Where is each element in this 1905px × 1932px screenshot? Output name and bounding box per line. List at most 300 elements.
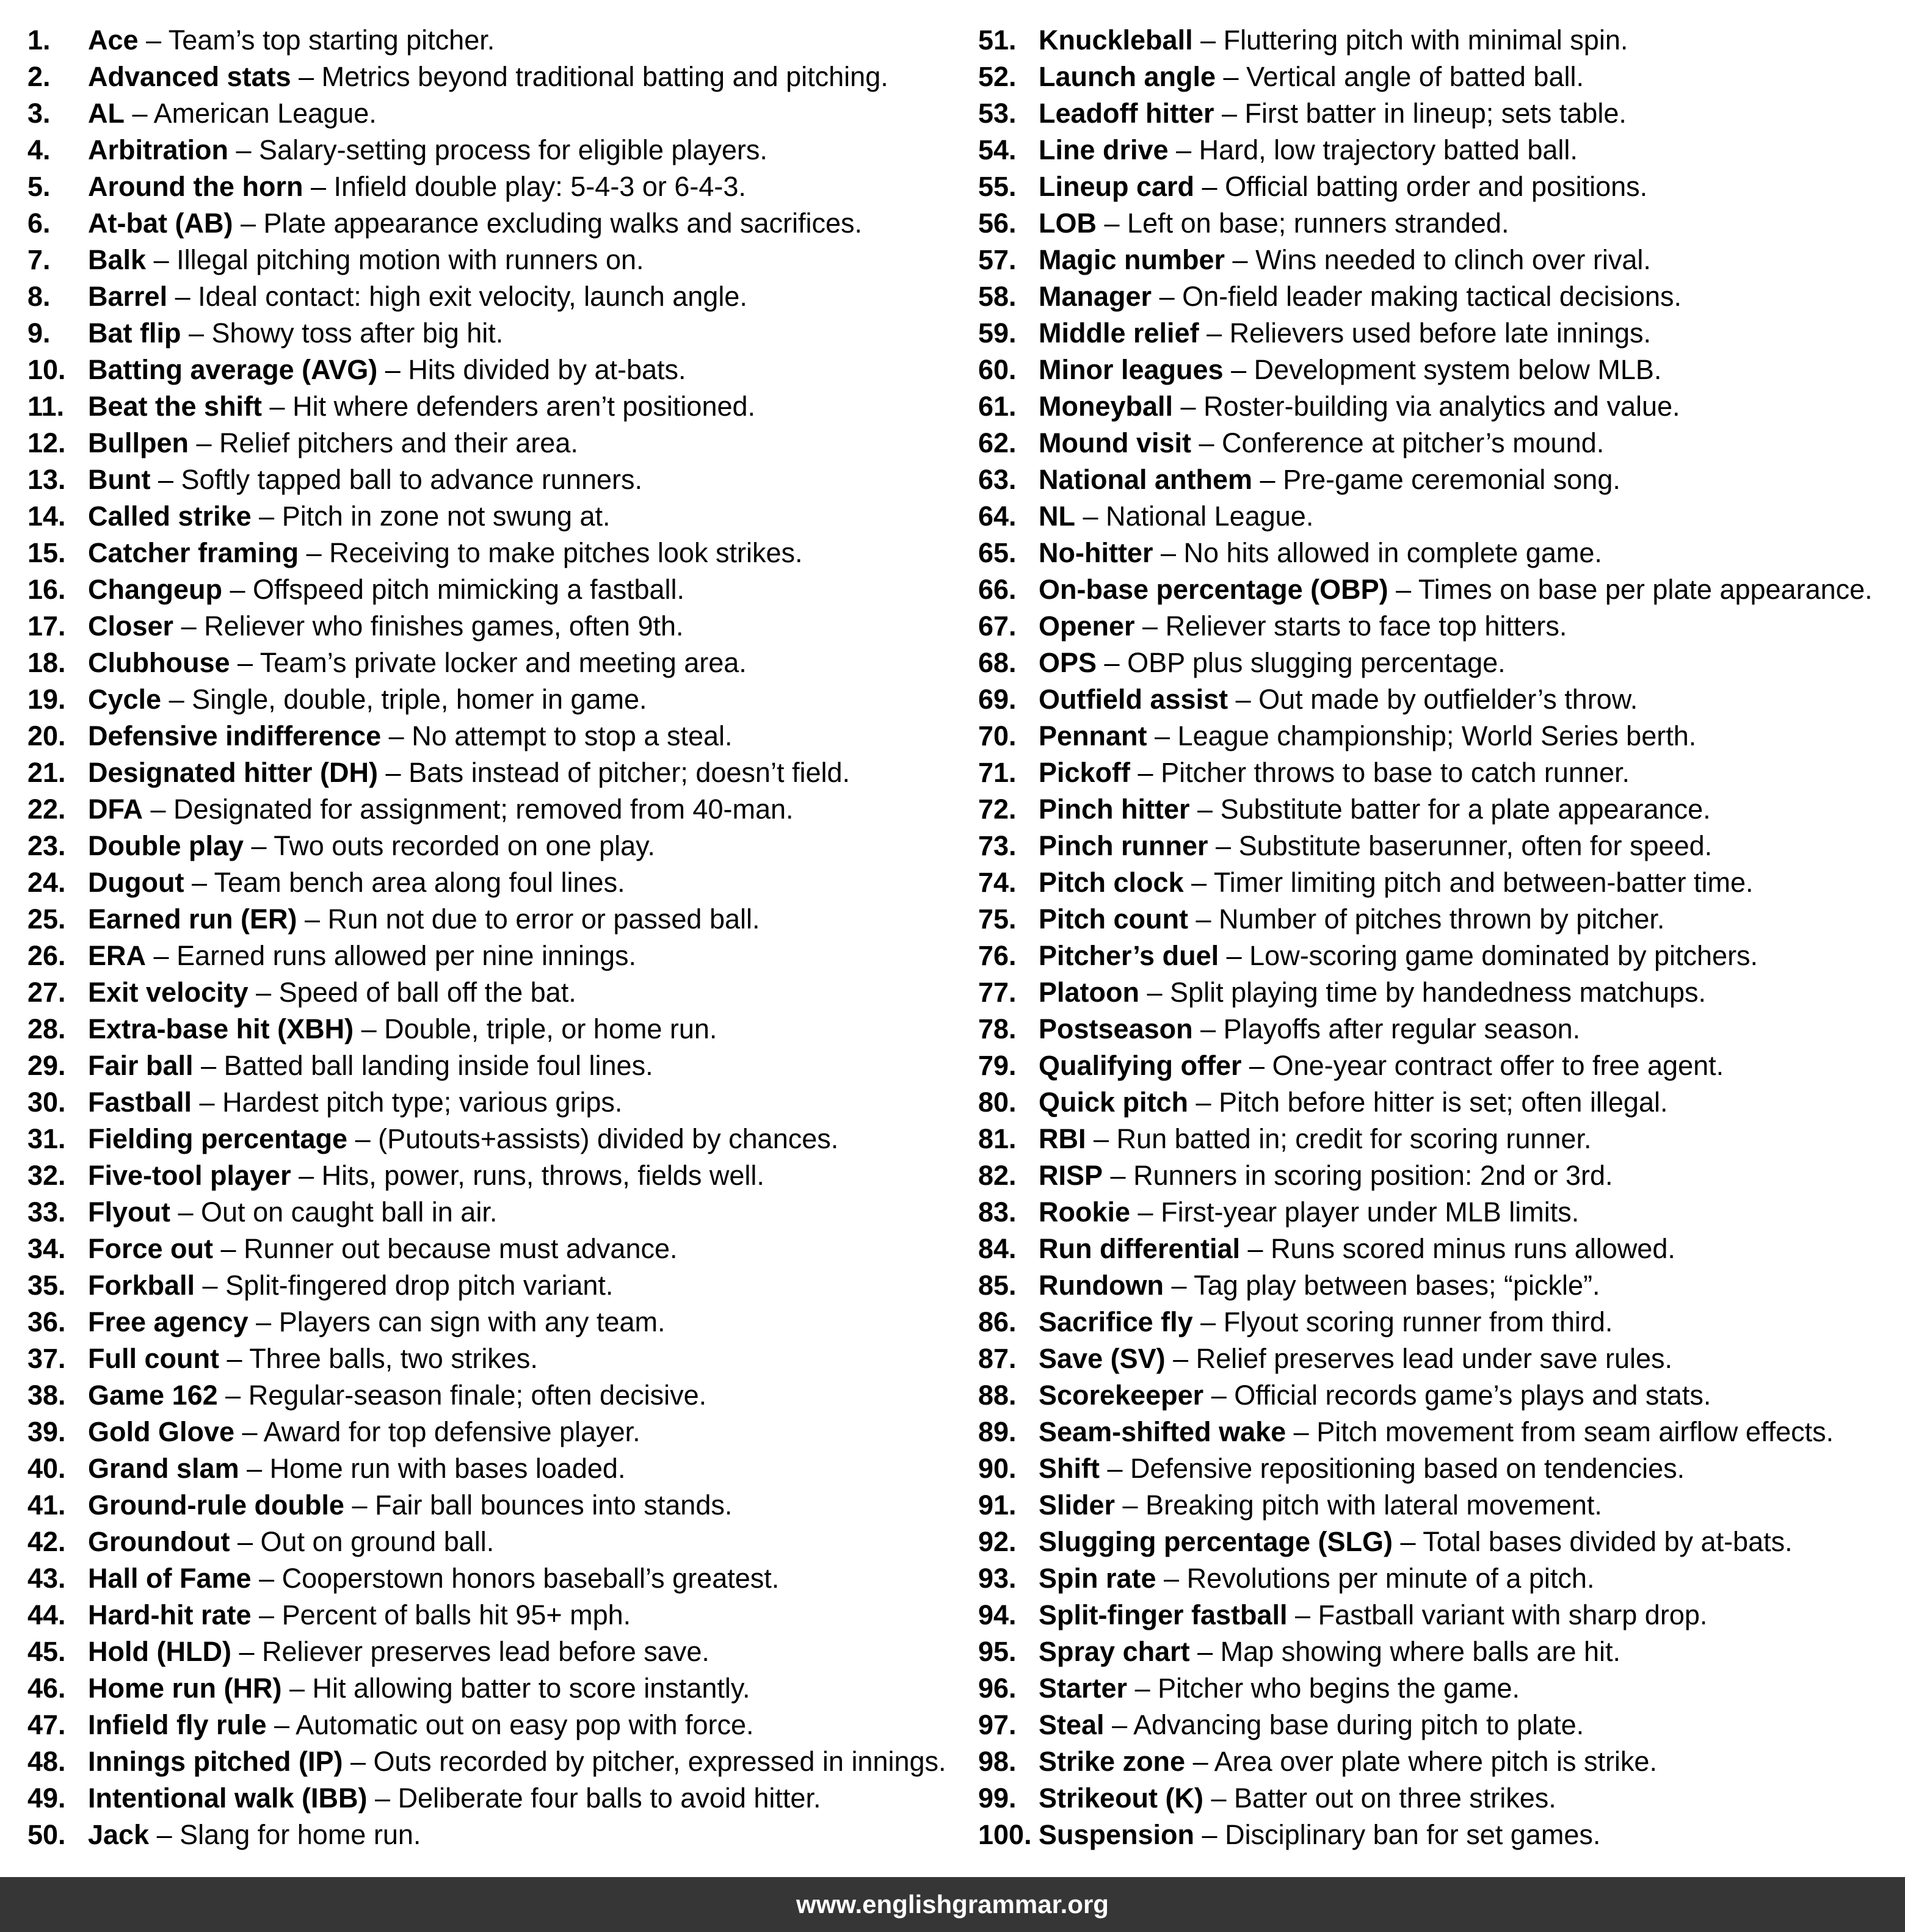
item-definition: Map showing where balls are hit. xyxy=(1220,1636,1621,1667)
item-separator: – xyxy=(1199,317,1230,349)
item-term: Outfield assist xyxy=(1039,684,1228,715)
item-number: 95. xyxy=(978,1636,1017,1667)
item-definition: Bats instead of pitcher; doesn’t field. xyxy=(408,757,851,788)
list-item xyxy=(978,498,1905,535)
item-separator: – xyxy=(1194,171,1225,202)
item-definition: Team bench area along foul lines. xyxy=(214,867,625,898)
item-term: Free agency xyxy=(88,1306,249,1337)
item-number: 30. xyxy=(27,1087,66,1118)
list-item xyxy=(978,388,1905,425)
item-term: Barrel xyxy=(88,281,168,312)
item-term: Rookie xyxy=(1039,1196,1131,1228)
item-term: Run differential xyxy=(1039,1233,1241,1264)
item-definition: Tag play between bases; “pickle”. xyxy=(1194,1270,1600,1301)
item-term: Cycle xyxy=(88,684,162,715)
item-definition: One-year contract offer to free agent. xyxy=(1272,1050,1724,1081)
item-number: 83. xyxy=(978,1196,1017,1228)
item-definition: Number of pitches thrown by pitcher. xyxy=(1219,903,1665,935)
item-separator: – xyxy=(377,354,408,385)
list-item xyxy=(27,828,953,864)
item-definition: Roster-building via analytics and value. xyxy=(1203,391,1680,422)
item-number: 74. xyxy=(978,867,1017,898)
item-definition: Pitch in zone not swung at. xyxy=(281,501,611,532)
item-term: Jack xyxy=(88,1819,150,1850)
item-separator: – xyxy=(1185,1746,1214,1777)
item-term: Suspension xyxy=(1039,1819,1195,1850)
item-number: 37. xyxy=(27,1343,66,1374)
item-term: Hall of Fame xyxy=(88,1563,252,1594)
item-number: 97. xyxy=(978,1709,1017,1740)
item-term: Opener xyxy=(1039,610,1135,642)
list-item xyxy=(978,1817,1905,1853)
item-separator: – xyxy=(1165,1343,1196,1374)
list-item xyxy=(27,571,953,608)
item-separator: – xyxy=(1163,1270,1194,1301)
item-definition: Runner out because must advance. xyxy=(244,1233,678,1264)
item-definition: On-field leader making tactical decisions. xyxy=(1182,281,1682,312)
item-separator: – xyxy=(1103,1160,1134,1191)
footer-site-text: www.englishgrammar.org xyxy=(796,1890,1109,1919)
item-definition: Outs recorded by pitcher, expressed in innings. xyxy=(373,1746,946,1777)
item-number: 35. xyxy=(27,1270,66,1301)
list-item xyxy=(978,1011,1905,1047)
item-number: 2. xyxy=(27,61,51,92)
item-separator: – xyxy=(291,1160,322,1191)
item-separator: – xyxy=(299,537,330,568)
list-item xyxy=(27,681,953,718)
item-term: Strikeout (K) xyxy=(1039,1782,1203,1814)
item-separator: – xyxy=(1147,720,1178,751)
item-number: 59. xyxy=(978,317,1017,349)
item-separator: – xyxy=(161,684,192,715)
item-term: Forkball xyxy=(88,1270,195,1301)
list-item xyxy=(978,1670,1905,1707)
item-separator: – xyxy=(266,1709,296,1740)
item-definition: Offspeed pitch mimicking a fastball. xyxy=(253,574,685,605)
item-number: 41. xyxy=(27,1489,66,1521)
item-number: 46. xyxy=(27,1673,66,1704)
item-number: 66. xyxy=(978,574,1017,605)
list-item xyxy=(978,1231,1905,1267)
item-definition: Batter out on three strikes. xyxy=(1234,1782,1556,1814)
item-number: 47. xyxy=(27,1709,66,1740)
list-item xyxy=(978,95,1905,132)
item-definition: Salary-setting process for eligible players. xyxy=(259,134,767,165)
item-term: Pennant xyxy=(1039,720,1147,751)
item-separator: – xyxy=(1086,1123,1117,1154)
item-separator: – xyxy=(1191,427,1222,458)
list-item xyxy=(978,1634,1905,1670)
item-term: Fastball xyxy=(88,1087,192,1118)
item-number: 88. xyxy=(978,1380,1017,1411)
item-term: Magic number xyxy=(1039,244,1225,275)
item-definition: Hit allowing batter to score instantly. xyxy=(312,1673,750,1704)
item-term: Balk xyxy=(88,244,147,275)
item-number: 27. xyxy=(27,977,66,1008)
item-separator: – xyxy=(1203,1782,1235,1814)
item-separator: – xyxy=(1225,244,1256,275)
item-term: Pitch count xyxy=(1039,903,1188,935)
item-separator: – xyxy=(378,757,409,788)
item-separator: – xyxy=(291,61,322,92)
item-term: Arbitration xyxy=(88,134,228,165)
item-term: Lineup card xyxy=(1039,171,1195,202)
list-item xyxy=(978,901,1905,938)
item-definition: Vertical angle of batted ball. xyxy=(1246,61,1584,92)
item-definition: Receiving to make pitches look strikes. xyxy=(329,537,803,568)
item-definition: Batted ball landing inside foul lines. xyxy=(223,1050,653,1081)
item-definition: Earned runs allowed per nine innings. xyxy=(176,940,637,971)
item-separator: – xyxy=(1156,1563,1187,1594)
item-separator: – xyxy=(228,134,259,165)
item-definition: Total bases divided by at-bats. xyxy=(1423,1526,1793,1557)
item-separator: – xyxy=(1127,1673,1158,1704)
item-term: Steal xyxy=(1039,1709,1105,1740)
item-number: 54. xyxy=(978,134,1017,165)
item-separator: – xyxy=(1099,1453,1131,1484)
item-definition: Reliever starts to face top hitters. xyxy=(1165,610,1567,642)
list-item xyxy=(978,1743,1905,1780)
item-definition: Out made by outfielder’s throw. xyxy=(1258,684,1638,715)
item-separator: – xyxy=(303,171,334,202)
item-separator: – xyxy=(1168,134,1199,165)
list-item xyxy=(978,1340,1905,1377)
item-number: 81. xyxy=(978,1123,1017,1154)
item-number: 13. xyxy=(27,464,66,495)
item-separator: – xyxy=(149,1819,180,1850)
item-number: 89. xyxy=(978,1416,1017,1447)
item-term: Closer xyxy=(88,610,174,642)
item-number: 21. xyxy=(27,757,66,788)
list-item xyxy=(27,938,953,974)
item-definition: First batter in lineup; sets table. xyxy=(1244,98,1627,129)
item-separator: – xyxy=(1115,1489,1146,1521)
item-separator: – xyxy=(1388,574,1418,605)
list-item xyxy=(27,1743,953,1780)
item-definition: Flyout scoring runner from third. xyxy=(1223,1306,1613,1337)
item-separator: – xyxy=(1240,1233,1271,1264)
item-number: 45. xyxy=(27,1636,66,1667)
item-number: 71. xyxy=(978,757,1017,788)
item-number: 16. xyxy=(27,574,66,605)
list-item xyxy=(27,535,953,571)
item-definition: Hit where defenders aren’t positioned. xyxy=(292,391,756,422)
list-item xyxy=(978,132,1905,168)
item-definition: Revolutions per minute of a pitch. xyxy=(1186,1563,1595,1594)
item-term: Bunt xyxy=(88,464,151,495)
list-item xyxy=(978,1267,1905,1304)
item-number: 86. xyxy=(978,1306,1017,1337)
list-item xyxy=(978,168,1905,205)
item-term: Sacrifice fly xyxy=(1039,1306,1193,1337)
item-definition: Runs scored minus runs allowed. xyxy=(1271,1233,1675,1264)
item-definition: Advancing base during pitch to plate. xyxy=(1133,1709,1584,1740)
item-definition: Development system below MLB. xyxy=(1254,354,1662,385)
item-term: Pitch clock xyxy=(1039,867,1184,898)
list-item xyxy=(978,1487,1905,1524)
item-number: 44. xyxy=(27,1599,66,1630)
item-separator: – xyxy=(344,1489,376,1521)
item-term: Extra-base hit (XBH) xyxy=(88,1013,354,1044)
item-term: Ace xyxy=(88,24,139,56)
list-item xyxy=(978,938,1905,974)
item-separator: – xyxy=(1097,208,1128,239)
item-number: 29. xyxy=(27,1050,66,1081)
item-number: 22. xyxy=(27,794,66,825)
item-term: AL xyxy=(88,98,125,129)
item-term: Full count xyxy=(88,1343,219,1374)
item-definition: Automatic out on easy pop with force. xyxy=(296,1709,754,1740)
item-separator: – xyxy=(1228,684,1259,715)
item-term: Fielding percentage xyxy=(88,1123,348,1154)
item-definition: Reliever preserves lead before save. xyxy=(261,1636,709,1667)
item-definition: Three balls, two strikes. xyxy=(249,1343,538,1374)
item-definition: Run batted in; credit for scoring runner. xyxy=(1116,1123,1592,1154)
item-definition: Slang for home run. xyxy=(180,1819,421,1850)
list-item xyxy=(27,1450,953,1487)
item-separator: – xyxy=(193,1050,224,1081)
list-item xyxy=(27,645,953,681)
item-number: 82. xyxy=(978,1160,1017,1191)
item-number: 65. xyxy=(978,537,1017,568)
item-definition: Metrics beyond traditional batting and pitching. xyxy=(321,61,888,92)
item-term: Game 162 xyxy=(88,1380,218,1411)
item-number: 73. xyxy=(978,830,1017,861)
item-definition: OBP plus slugging percentage. xyxy=(1127,647,1506,678)
list-item xyxy=(978,59,1905,95)
item-separator: – xyxy=(251,1563,282,1594)
item-separator: – xyxy=(1173,391,1204,422)
list-item xyxy=(27,22,953,59)
list-item xyxy=(27,95,953,132)
item-number: 12. xyxy=(27,427,66,458)
item-term: Force out xyxy=(88,1233,214,1264)
item-number: 80. xyxy=(978,1087,1017,1118)
item-definition: Out on caught ball in air. xyxy=(201,1196,498,1228)
item-number: 10. xyxy=(27,354,66,385)
item-definition: Speed of ball off the bat. xyxy=(278,977,576,1008)
item-separator: – xyxy=(1192,1013,1224,1044)
item-definition: Split-fingered drop pitch variant. xyxy=(225,1270,614,1301)
item-definition: Deliberate four balls to avoid hitter. xyxy=(397,1782,821,1814)
list-item xyxy=(27,1304,953,1340)
item-number: 48. xyxy=(27,1746,66,1777)
list-item xyxy=(27,1340,953,1377)
item-number: 15. xyxy=(27,537,66,568)
item-definition: Timer limiting pitch and between-batter time. xyxy=(1213,867,1754,898)
list-item xyxy=(978,1121,1905,1157)
item-term: Save (SV) xyxy=(1039,1343,1166,1374)
item-definition: Hard, low trajectory batted ball. xyxy=(1199,134,1578,165)
item-separator: – xyxy=(1152,281,1183,312)
item-number: 60. xyxy=(978,354,1017,385)
list-item xyxy=(27,754,953,791)
item-number: 93. xyxy=(978,1563,1017,1594)
item-number: 62. xyxy=(978,427,1017,458)
item-definition: Low-scoring game dominated by pitchers. xyxy=(1249,940,1758,971)
item-definition: Players can sign with any team. xyxy=(278,1306,666,1337)
list-item xyxy=(27,1231,953,1267)
list-item xyxy=(978,1047,1905,1084)
list-item xyxy=(27,974,953,1011)
item-separator: – xyxy=(262,391,293,422)
item-term: Postseason xyxy=(1039,1013,1193,1044)
item-definition: Showy toss after big hit. xyxy=(211,317,504,349)
item-term: Bullpen xyxy=(88,427,189,458)
item-term: Groundout xyxy=(88,1526,230,1557)
list-item xyxy=(27,205,953,242)
item-separator: – xyxy=(1104,1709,1134,1740)
list-item xyxy=(27,608,953,645)
item-separator: – xyxy=(146,940,177,971)
item-definition: Plate appearance excluding walks and sacrifices. xyxy=(263,208,863,239)
item-definition: Team’s top starting pitcher. xyxy=(168,24,495,56)
list-item xyxy=(27,1157,953,1194)
item-term: Rundown xyxy=(1039,1270,1164,1301)
item-separator: – xyxy=(1130,1196,1161,1228)
item-term: Qualifying offer xyxy=(1039,1050,1242,1081)
list-item xyxy=(978,1377,1905,1414)
item-separator: – xyxy=(248,1306,279,1337)
item-term: Split-finger fastball xyxy=(1039,1599,1288,1630)
item-separator: – xyxy=(1194,1819,1225,1850)
item-term: Seam-shifted wake xyxy=(1039,1416,1286,1447)
list-item xyxy=(978,645,1905,681)
list-item xyxy=(978,1414,1905,1450)
item-separator: – xyxy=(1130,757,1161,788)
item-separator: – xyxy=(244,830,274,861)
item-term: Designated hitter (DH) xyxy=(88,757,379,788)
list-item xyxy=(978,535,1905,571)
item-separator: – xyxy=(251,1599,282,1630)
item-definition: Out on ground ball. xyxy=(260,1526,495,1557)
item-number: 34. xyxy=(27,1233,66,1264)
list-item xyxy=(27,59,953,95)
list-item xyxy=(27,388,953,425)
item-term: Starter xyxy=(1039,1673,1128,1704)
item-number: 99. xyxy=(978,1782,1017,1814)
item-term: Manager xyxy=(1039,281,1152,312)
item-definition: Split playing time by handedness matchups. xyxy=(1170,977,1707,1008)
item-number: 36. xyxy=(27,1306,66,1337)
list-item xyxy=(27,498,953,535)
item-term: RBI xyxy=(1039,1123,1086,1154)
item-term: Innings pitched (IP) xyxy=(88,1746,343,1777)
item-separator: – xyxy=(231,1636,262,1667)
item-definition: No hits allowed in complete game. xyxy=(1183,537,1602,568)
item-number: 52. xyxy=(978,61,1017,92)
item-definition: Infield double play: 5-4-3 or 6-4-3. xyxy=(333,171,746,202)
list-item xyxy=(978,828,1905,864)
item-term: Line drive xyxy=(1039,134,1169,165)
item-number: 63. xyxy=(978,464,1017,495)
item-number: 6. xyxy=(27,208,51,239)
item-number: 91. xyxy=(978,1489,1017,1521)
item-term: Catcher framing xyxy=(88,537,299,568)
list-item xyxy=(27,1560,953,1597)
list-item xyxy=(27,1524,953,1560)
list-item xyxy=(978,1524,1905,1560)
item-number: 79. xyxy=(978,1050,1017,1081)
item-number: 9. xyxy=(27,317,51,349)
item-term: Called strike xyxy=(88,501,252,532)
item-separator: – xyxy=(1189,794,1221,825)
item-number: 1. xyxy=(27,24,51,56)
item-separator: – xyxy=(1097,647,1128,678)
item-number: 55. xyxy=(978,171,1017,202)
item-number: 77. xyxy=(978,977,1017,1008)
item-number: 38. xyxy=(27,1380,66,1411)
item-definition: Breaking pitch with lateral movement. xyxy=(1145,1489,1602,1521)
item-term: Five-tool player xyxy=(88,1160,291,1191)
item-term: Knuckleball xyxy=(1039,24,1193,56)
item-number: 14. xyxy=(27,501,66,532)
item-definition: Pitcher throws to base to catch runner. xyxy=(1161,757,1630,788)
item-term: Defensive indifference xyxy=(88,720,382,751)
item-term: LOB xyxy=(1039,208,1097,239)
item-definition: Runners in scoring position: 2nd or 3rd. xyxy=(1133,1160,1613,1191)
item-separator: – xyxy=(1216,61,1247,92)
item-number: 7. xyxy=(27,244,51,275)
item-term: Mound visit xyxy=(1039,427,1191,458)
item-definition: Pitcher who begins the game. xyxy=(1158,1673,1520,1704)
item-separator: – xyxy=(222,574,253,605)
item-number: 26. xyxy=(27,940,66,971)
item-separator: – xyxy=(297,903,328,935)
item-definition: National League. xyxy=(1106,501,1314,532)
item-separator: – xyxy=(173,610,205,642)
item-separator: – xyxy=(1393,1526,1423,1557)
item-number: 92. xyxy=(978,1526,1017,1557)
item-number: 96. xyxy=(978,1673,1017,1704)
item-definition: Illegal pitching motion with runners on. xyxy=(176,244,644,275)
item-term: Double play xyxy=(88,830,244,861)
list-item xyxy=(27,352,953,388)
item-separator: – xyxy=(1192,24,1224,56)
list-item xyxy=(978,681,1905,718)
item-number: 11. xyxy=(27,391,65,422)
item-separator: – xyxy=(1188,1087,1219,1118)
item-term: Advanced stats xyxy=(88,61,291,92)
item-term: Home run (HR) xyxy=(88,1673,282,1704)
item-definition: Disciplinary ban for set games. xyxy=(1225,1819,1601,1850)
list-item xyxy=(978,1560,1905,1597)
item-separator: – xyxy=(170,1196,201,1228)
item-term: Beat the shift xyxy=(88,391,263,422)
item-separator: – xyxy=(234,1416,264,1447)
item-term: Clubhouse xyxy=(88,647,230,678)
item-separator: – xyxy=(1287,1599,1318,1630)
list-item xyxy=(27,901,953,938)
list-item xyxy=(978,608,1905,645)
item-separator: – xyxy=(354,1013,385,1044)
item-definition: Pre-game ceremonial song. xyxy=(1283,464,1620,495)
item-term: RISP xyxy=(1039,1160,1103,1191)
item-definition: Substitute batter for a plate appearance. xyxy=(1220,794,1711,825)
item-separator: – xyxy=(1241,1050,1272,1081)
item-term: Ground-rule double xyxy=(88,1489,344,1521)
item-term: Exit velocity xyxy=(88,977,249,1008)
item-term: National anthem xyxy=(1039,464,1253,495)
item-number: 20. xyxy=(27,720,66,751)
item-definition: Regular-season finale; often decisive. xyxy=(248,1380,707,1411)
item-separator: – xyxy=(1153,537,1184,568)
list-item xyxy=(978,754,1905,791)
item-number: 68. xyxy=(978,647,1017,678)
list-item xyxy=(978,278,1905,315)
item-definition: Fastball variant with sharp drop. xyxy=(1318,1599,1708,1630)
list-item xyxy=(978,22,1905,59)
